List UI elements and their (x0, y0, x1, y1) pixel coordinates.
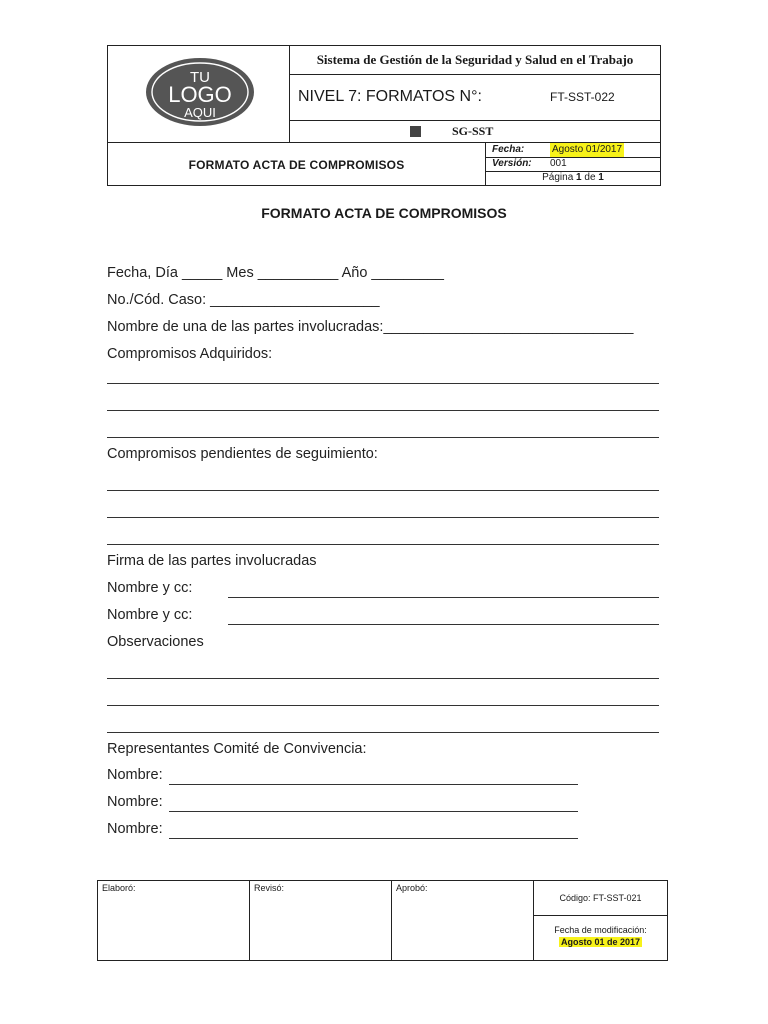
blank-line (107, 410, 659, 411)
nombre-1-label: Nombre: (107, 767, 167, 783)
nombre-cc-1-label: Nombre y cc: (107, 580, 197, 596)
meta-block (486, 143, 660, 185)
reviso-cell (250, 881, 392, 960)
system-title: Sistema de Gestión de la Seguridad y Salud en el Trabajo (290, 46, 660, 75)
blank-line (107, 437, 659, 438)
approval-table (97, 880, 668, 961)
pagina-prefix: Página (542, 172, 577, 183)
caso-line: No./Cód. Caso: _____________________ (107, 292, 380, 308)
fecha-row (486, 143, 660, 158)
pendientes-label: Compromisos pendientes de seguimiento: (107, 446, 378, 462)
signature-line (228, 624, 659, 625)
reviso-label: Revisó: (254, 883, 285, 893)
nivel-row (290, 74, 660, 121)
company-logo (108, 46, 290, 142)
logo-text-aqui: AQUI (184, 105, 216, 120)
elaboro-label: Elaboró: (102, 883, 136, 893)
fecha-modificacion (534, 915, 667, 960)
fecha-value: Agosto 01/2017 (552, 144, 623, 155)
nombre-3-label: Nombre: (107, 821, 167, 837)
logo-text-logo: LOGO (168, 82, 232, 107)
blank-line (107, 544, 659, 545)
pagina-row (486, 171, 660, 185)
fecha-mod-label: Fecha de modificación: (554, 925, 647, 935)
logo-cell (108, 46, 290, 142)
document-title: FORMATO ACTA DE COMPROMISOS (261, 205, 507, 221)
logo-text-tu: TU (190, 69, 210, 86)
pagina-mid: de (581, 172, 599, 183)
form-title: FORMATO ACTA DE COMPROMISOS (108, 143, 486, 185)
nivel-label: NIVEL 7: FORMATOS N°: (298, 88, 482, 105)
blank-line (107, 517, 659, 518)
name-line (169, 784, 578, 785)
signature-line (228, 597, 659, 598)
representantes-label: Representantes Comité de Convivencia: (107, 741, 367, 757)
blank-line (107, 732, 659, 733)
pagina-total: 1 (598, 172, 604, 183)
sg-sst-row (290, 120, 660, 142)
aprobo-cell (392, 881, 534, 960)
blank-line (107, 678, 659, 679)
blank-line (107, 383, 659, 384)
pagina-current: 1 (576, 172, 582, 183)
blank-line (107, 705, 659, 706)
aprobo-label: Aprobó: (396, 883, 428, 893)
firma-label: Firma de las partes involucradas (107, 553, 317, 569)
square-icon (410, 126, 421, 137)
format-code: FT-SST-022 (550, 90, 615, 104)
compromisos-label: Compromisos Adquiridos: (107, 346, 273, 362)
name-line (169, 811, 578, 812)
nombre-cc-2-label: Nombre y cc: (107, 607, 197, 623)
name-line (169, 838, 578, 839)
version-value: 001 (550, 158, 567, 169)
version-label: Versión: (492, 158, 532, 169)
fecha-line: Fecha, Día _____ Mes __________ Año _________ (107, 265, 444, 281)
version-row (486, 157, 660, 172)
elaboro-cell (98, 881, 250, 960)
fecha-mod-value: Agosto 01 de 2017 (560, 937, 641, 947)
blank-line (107, 490, 659, 491)
fecha-label: Fecha: (492, 144, 525, 155)
sg-sst-label: SG-SST (452, 124, 494, 138)
observaciones-label: Observaciones (107, 634, 204, 650)
nombre-2-label: Nombre: (107, 794, 167, 810)
header-bottom-row (108, 142, 660, 185)
codigo-label: Código: FT-SST-021 (534, 881, 667, 916)
header-table (107, 45, 661, 186)
code-cell (534, 881, 667, 960)
nombre-parte-line: Nombre de una de las partes involucradas:_______________________________ (107, 319, 634, 335)
